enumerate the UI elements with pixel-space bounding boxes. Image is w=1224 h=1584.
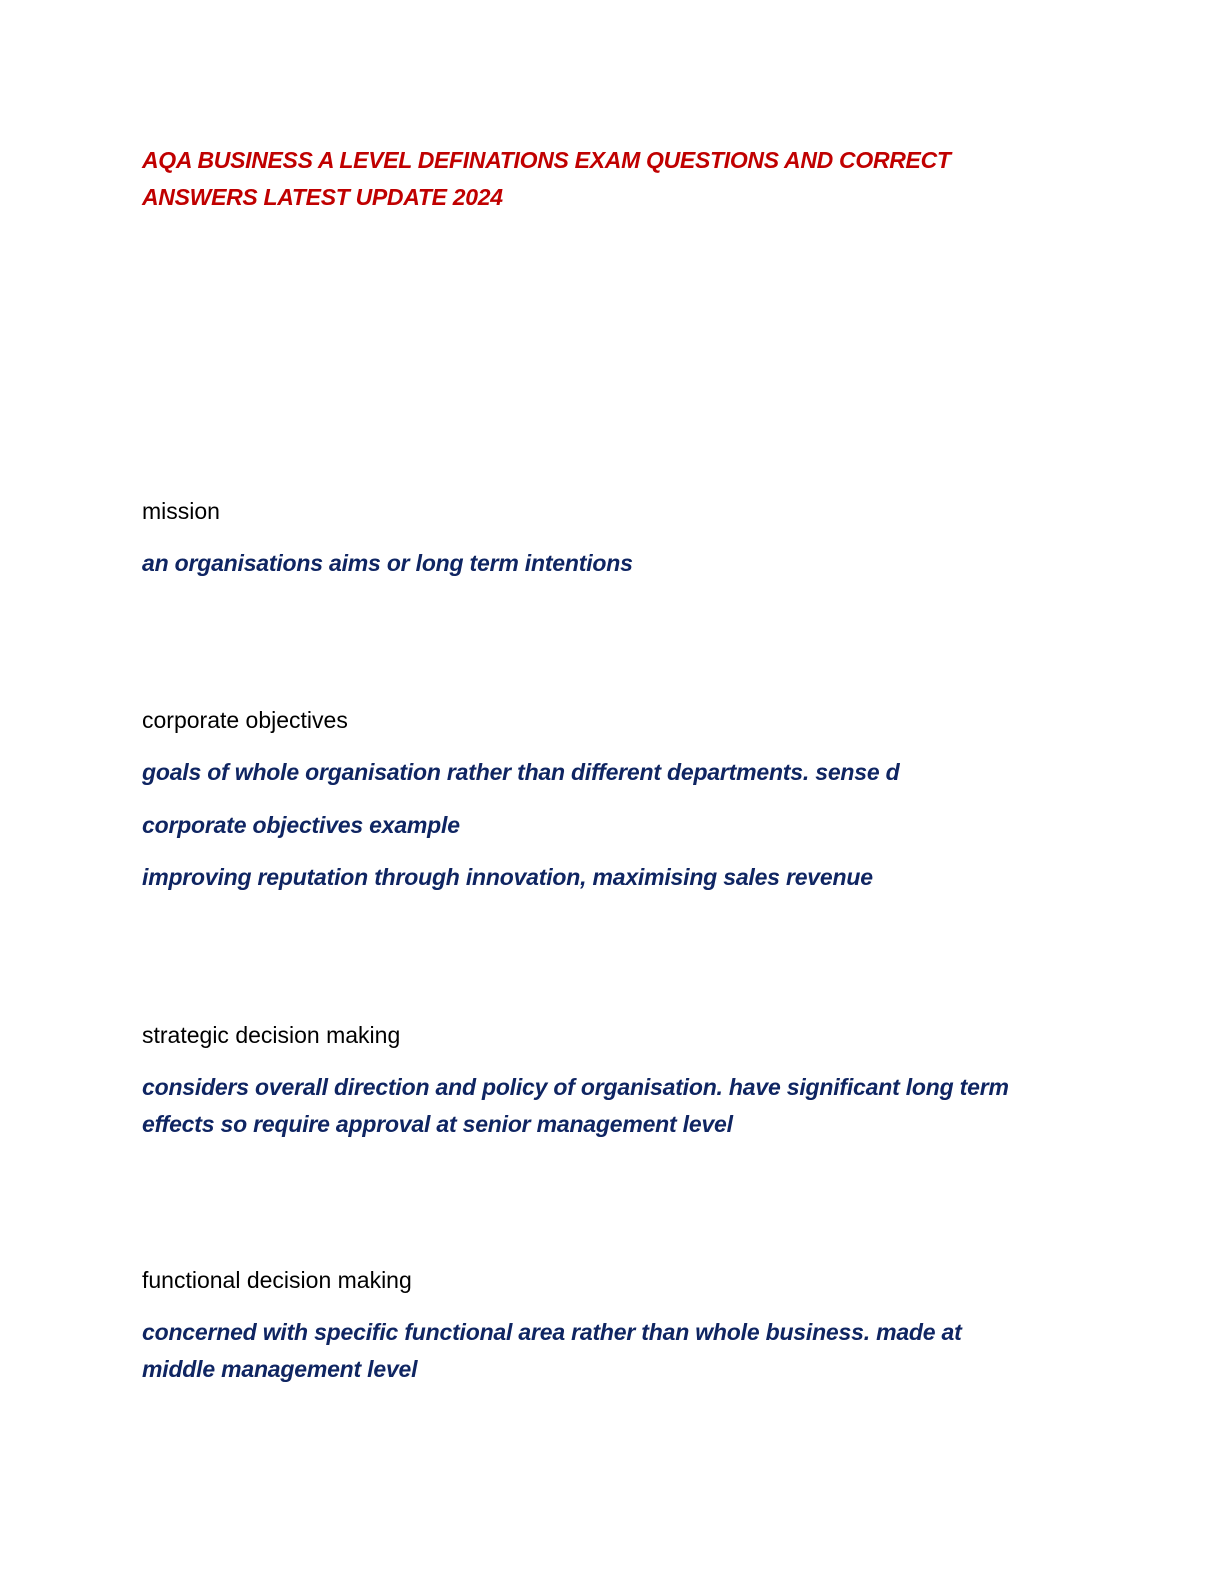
definition-line: an organisations aims or long term intentions [142,550,633,576]
definition-strategic-decision-making [142,1069,1009,1143]
document-title [142,142,1082,216]
definition-line: goals of whole organisation rather than different departments. sense d [142,759,900,785]
definition-line: effects so require approval at senior management level [142,1111,733,1137]
corporate-objectives-example-heading: corporate objectives example [142,812,460,838]
title-line-2: ANSWERS LATEST UPDATE 2024 [142,184,503,210]
definition-functional-decision-making [142,1314,962,1388]
title-line-1: AQA BUSINESS A LEVEL DEFINATIONS EXAM QUESTIONS AND CORRECT [142,147,951,173]
term-mission: mission [142,498,220,524]
definition-line: concerned with specific functional area rather than whole business. made at [142,1319,962,1345]
term-corporate-objectives: corporate objectives [142,707,348,733]
definition-line: considers overall direction and policy of organisation. have significant long term [142,1074,1009,1100]
term-strategic-decision-making: strategic decision making [142,1022,401,1048]
definition-line: middle management level [142,1356,418,1382]
corporate-objectives-example-text: improving reputation through innovation, maximising sales revenue [142,864,873,890]
definition-corporate-objectives [142,754,900,791]
term-functional-decision-making: functional decision making [142,1267,412,1293]
definition-mission [142,545,633,582]
